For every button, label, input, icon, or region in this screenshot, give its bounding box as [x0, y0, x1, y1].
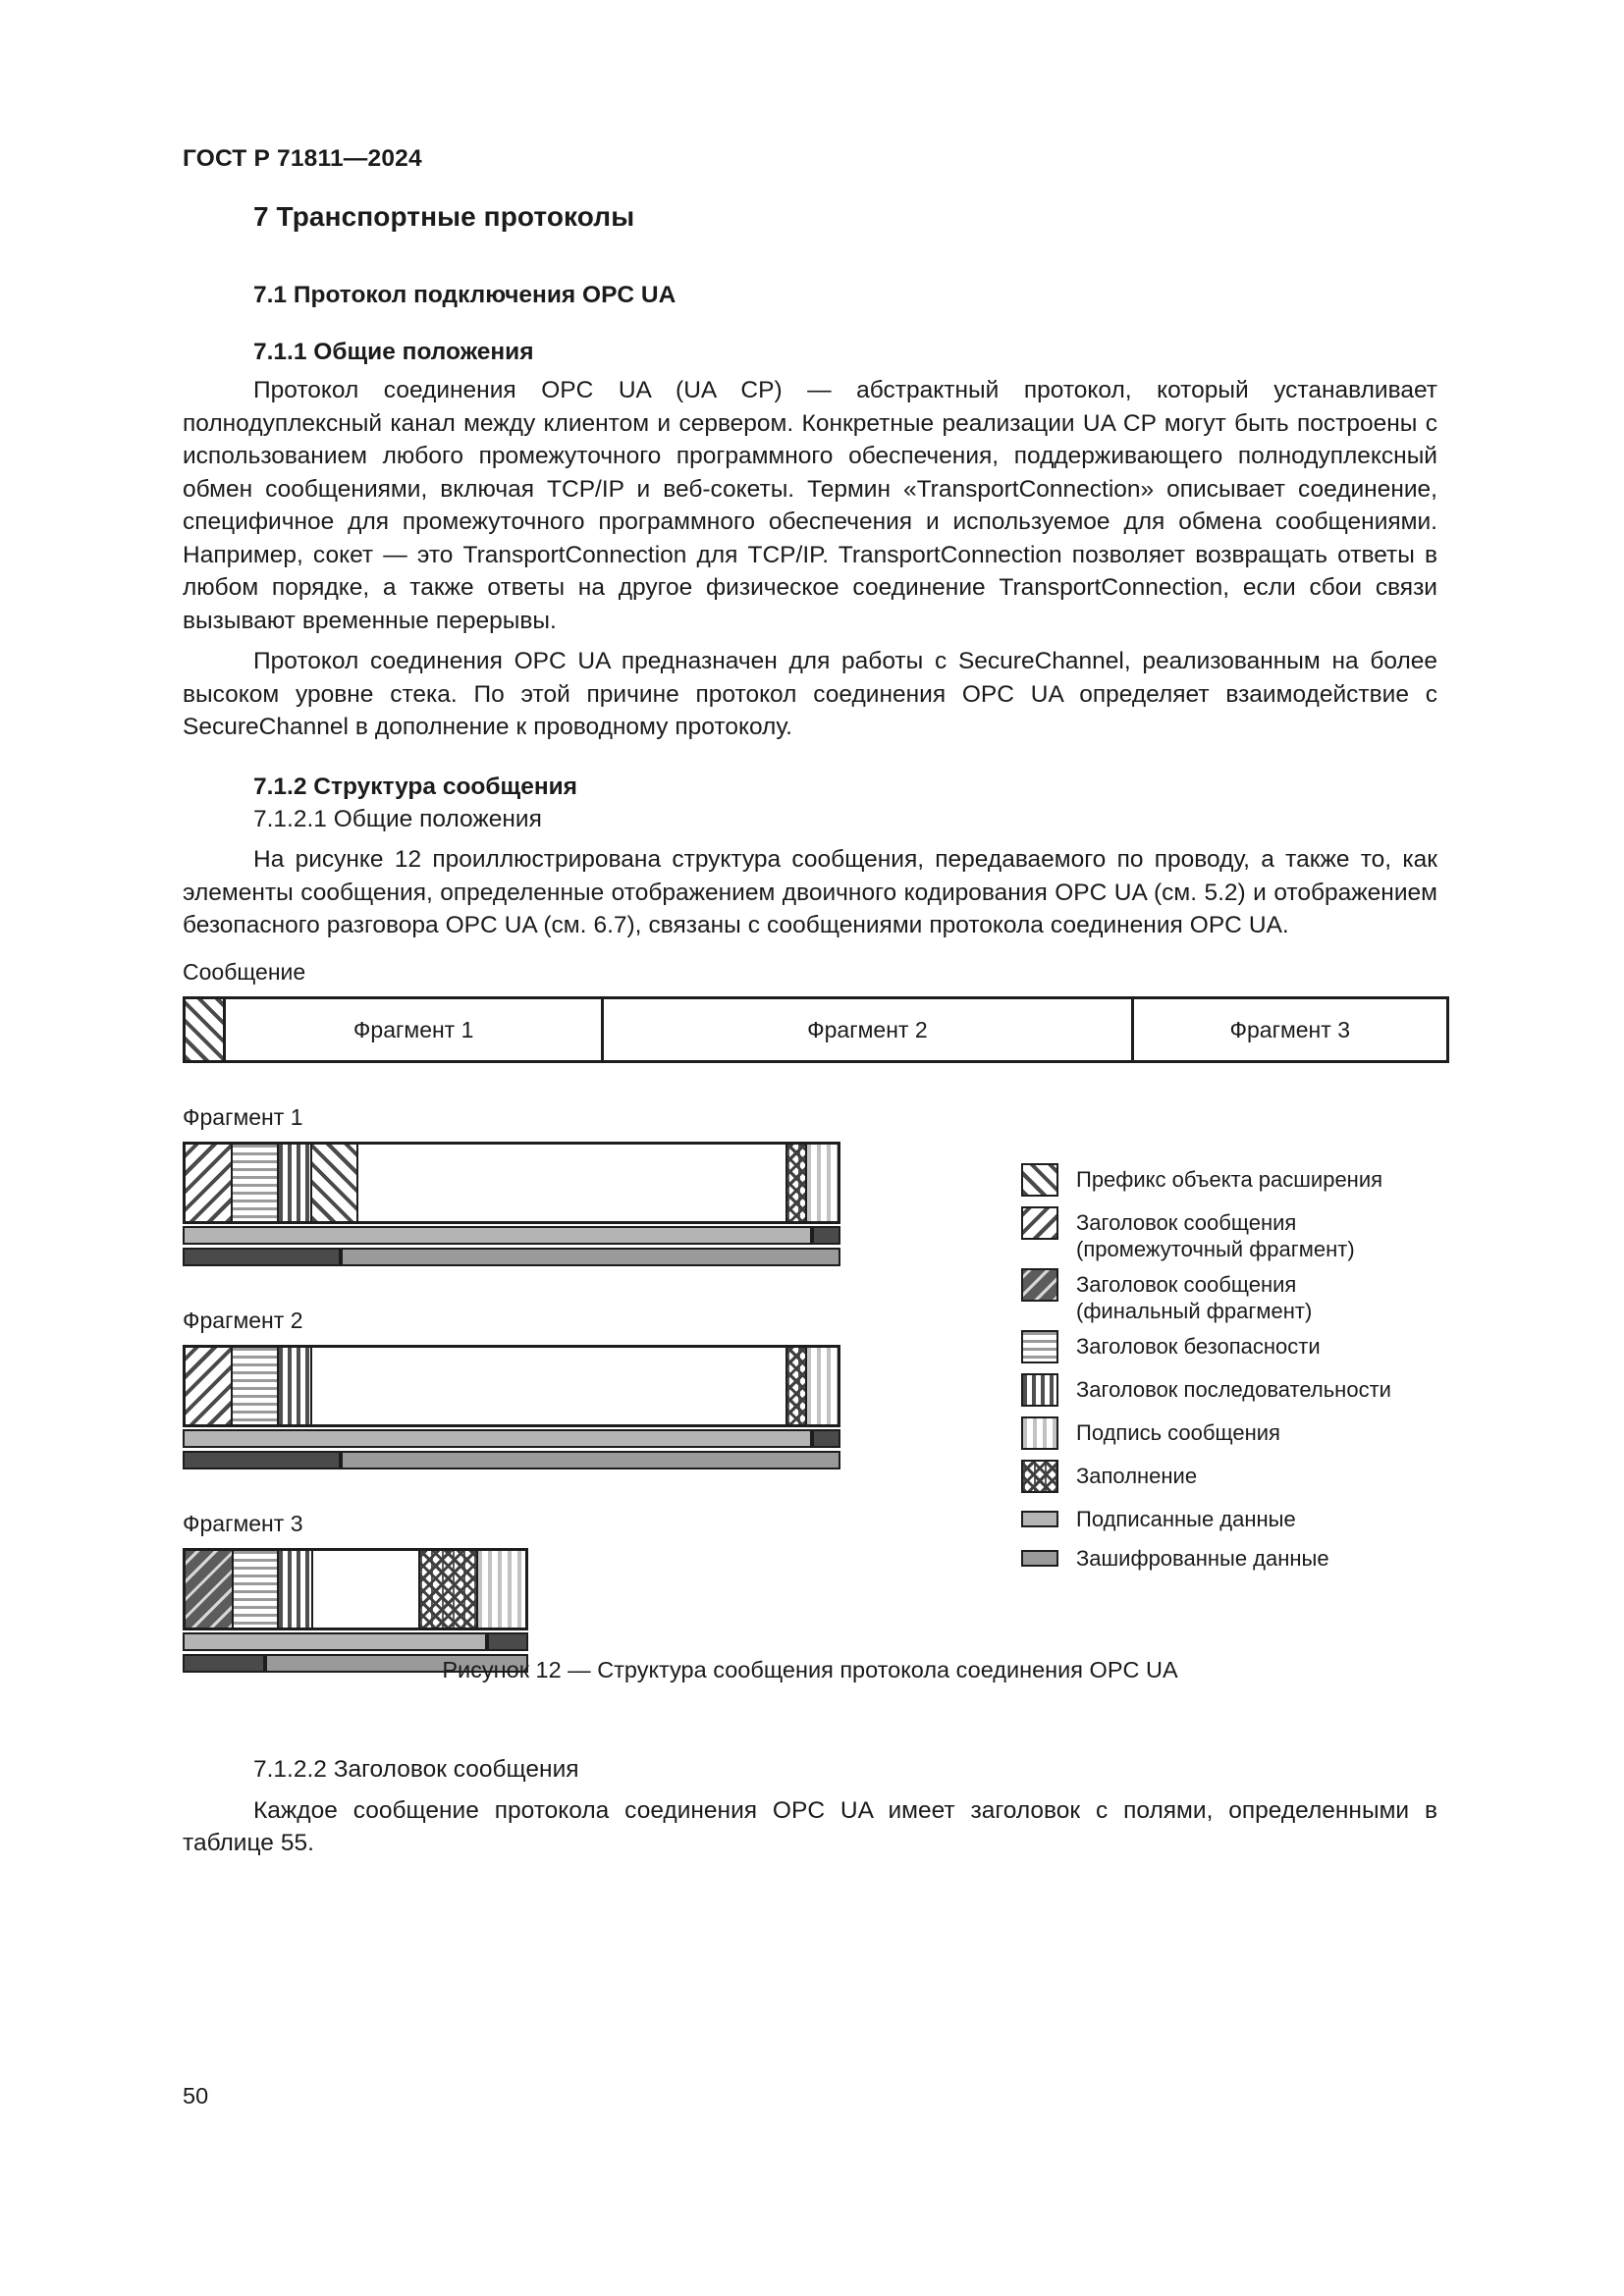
fragment-cell-sec-hdr — [232, 1551, 278, 1628]
legend-swatch-msg-sig — [1021, 1416, 1058, 1450]
fragment-cell-body — [310, 1348, 785, 1424]
legend-swatch-seq-hdr — [1021, 1373, 1058, 1407]
legend-label: Заголовок последовательности — [1076, 1377, 1391, 1402]
legend-row — [1021, 1460, 1453, 1493]
message-segment-label: Фрагмент 2 — [807, 1016, 928, 1042]
figure-message-label: Сообщение — [183, 959, 306, 985]
message-bar-wrapper — [183, 996, 1449, 1063]
text-column — [183, 201, 1437, 942]
legend-row — [1021, 1503, 1453, 1532]
legend-swatch-sec-hdr — [1021, 1330, 1058, 1363]
message-segment-fragment-3 — [1134, 999, 1446, 1060]
heading-section-7-1-2-2: 7.1.2.2 Заголовок сообщения — [253, 1756, 579, 1783]
fragment-2-signed-row — [183, 1429, 840, 1448]
heading-section-7-1-1: 7.1.1 Общие положения — [253, 339, 534, 365]
fragment-1-bar — [183, 1142, 840, 1224]
legend-swatch-padding — [1021, 1460, 1058, 1493]
fragment-cell-padding — [785, 1348, 805, 1424]
legend-row — [1021, 1206, 1453, 1262]
fragment-cell-padding — [785, 1145, 805, 1221]
text-column-tail — [183, 1745, 1437, 1860]
encrypted-data-band — [341, 1451, 840, 1469]
legend-label: Заголовок сообщения (финальный фрагмент) — [1076, 1272, 1313, 1323]
fragment-cell-msg-sig — [805, 1145, 838, 1221]
fragment-2-label: Фрагмент 2 — [183, 1308, 303, 1333]
legend-label: Зашифрованные данные — [1076, 1546, 1329, 1571]
encrypted-data-band — [341, 1248, 840, 1266]
fragment-3-bar — [183, 1548, 528, 1630]
message-segment-fragment-1 — [226, 999, 604, 1060]
legend-row — [1021, 1373, 1453, 1407]
fragment-cell-seq-hdr — [277, 1145, 311, 1221]
paragraph-figure-12-intro: На рисунке 12 проиллюстрирована структура сообщения, передаваемого по проводу, а также то, как элементы сообщения, определенные отображением двоичного кодирования OPC UA (см. 5.2) и отображением безопасного разговора OPC UA (см. 6.7), связаны с сообщениями протокола соединения OPC UA. — [183, 846, 1437, 938]
message-segment-fragment-2 — [604, 999, 1133, 1060]
legend-label: Префикс объекта расширения — [1076, 1167, 1383, 1192]
fragment-1-signed-row — [183, 1226, 840, 1245]
legend-label: Заполнение — [1076, 1464, 1198, 1488]
message-segment-label: Фрагмент 1 — [352, 1016, 474, 1042]
legend-row — [1021, 1163, 1453, 1197]
fragment-1-encrypted-row — [183, 1248, 840, 1266]
heading-section-7-1-2: 7.1.2 Структура сообщения — [253, 773, 577, 800]
legend-swatch-hdr-final — [1021, 1268, 1058, 1302]
fragment-1-label: Фрагмент 1 — [183, 1104, 303, 1130]
message-segment-prefix — [186, 999, 226, 1060]
fragment-cell-seq-hdr — [277, 1551, 311, 1628]
fragment-cell-ext-prefix — [310, 1145, 355, 1221]
legend-row — [1021, 1542, 1453, 1572]
legend-swatch-ext-prefix — [1021, 1163, 1058, 1197]
figure-legend — [1021, 1163, 1453, 1581]
fragment-cell-hdr-mid — [186, 1348, 231, 1424]
signed-data-band — [183, 1226, 812, 1245]
heading-section-7: 7 Транспортные протоколы — [253, 201, 635, 232]
fragment-cell-body — [356, 1145, 785, 1221]
fragment-cell-sec-hdr — [231, 1145, 276, 1221]
fragment-2-encrypted-row — [183, 1451, 840, 1469]
fragment-3-signed-row — [183, 1632, 528, 1651]
message-bar — [183, 996, 1449, 1063]
legend-row — [1021, 1330, 1453, 1363]
page-number: 50 — [183, 2083, 209, 2109]
fragment-cell-seq-hdr — [277, 1348, 311, 1424]
signed-data-end-cap — [487, 1632, 528, 1651]
fragment-cell-sec-hdr — [231, 1348, 276, 1424]
legend-swatch-signed — [1021, 1511, 1058, 1527]
signed-data-end-cap — [812, 1429, 840, 1448]
fragment-cell-hdr-final — [186, 1551, 232, 1628]
message-segment-label: Фрагмент 3 — [1229, 1016, 1350, 1042]
signed-data-band — [183, 1429, 812, 1448]
legend-row — [1021, 1416, 1453, 1450]
fragment-cell-hdr-mid — [186, 1145, 231, 1221]
legend-label: Подписанные данные — [1076, 1507, 1296, 1531]
signed-data-end-cap — [812, 1226, 840, 1245]
figure-12-caption: Рисунок 12 — Структура сообщения протокола соединения OPC UA — [442, 1657, 1178, 1682]
paragraph-securechannel: Протокол соединения OPC UA предназначен для работы с SecureChannel, реализованным на более высоком уровне стека. По этой причине протокол соединения OPC UA определяет взаимодействие с SecureChannel в дополнение к проводному протоколу. — [183, 648, 1437, 740]
legend-label: Подпись сообщения — [1076, 1420, 1280, 1445]
heading-section-7-1-2-1: 7.1.2.1 Общие положения — [253, 805, 542, 832]
legend-row — [1021, 1268, 1453, 1324]
fragment-3-label: Фрагмент 3 — [183, 1511, 303, 1536]
legend-swatch-hdr-mid — [1021, 1206, 1058, 1240]
running-head: ГОСТ Р 71811—2024 — [183, 145, 422, 172]
fragment-cell-msg-sig — [476, 1551, 525, 1628]
legend-label: Заголовок безопасности — [1076, 1334, 1321, 1359]
heading-section-7-1: 7.1 Протокол подключения OPC UA — [253, 282, 677, 308]
signed-data-band — [183, 1632, 487, 1651]
paragraph-message-header: Каждое сообщение протокола соединения OPC UA имеет заголовок с полями, определенными в таблице 55. — [183, 1796, 1437, 1856]
fragment-2-bar — [183, 1345, 840, 1427]
paragraph-ua-cp-overview: Протокол соединения OPC UA (UA CP) — абстрактный протокол, который устанавливает полнодуплексный канал между клиентом и сервером. Конкретные реализации UA CP могут быть построены с использованием любого промежуточного программного обеспечения, поддерживающего полнодуплексный обмен сообщениями, включая TCP/IP и веб-сокеты. Термин «TransportConnection» описывает соединение, специфичное для промежуточного программного обеспечения и используемое для обмена сообщениями. Например, сокет — это TransportConnection для TCP/IP. TransportConnection позволяет возвращать ответы в любом порядке, а также ответы на другое физическое соединение TransportConnection, если сбои связи вызывают временные перерывы. — [183, 377, 1437, 634]
fragment-cell-msg-sig — [805, 1348, 838, 1424]
fragment-cell-padding — [418, 1551, 476, 1628]
encrypted-data-start-cap — [183, 1451, 341, 1469]
legend-swatch-encrypted — [1021, 1550, 1058, 1567]
encrypted-data-start-cap — [183, 1248, 341, 1266]
legend-label: Заголовок сообщения (промежуточный фрагмент) — [1076, 1210, 1355, 1261]
fragment-cell-body — [311, 1551, 418, 1628]
